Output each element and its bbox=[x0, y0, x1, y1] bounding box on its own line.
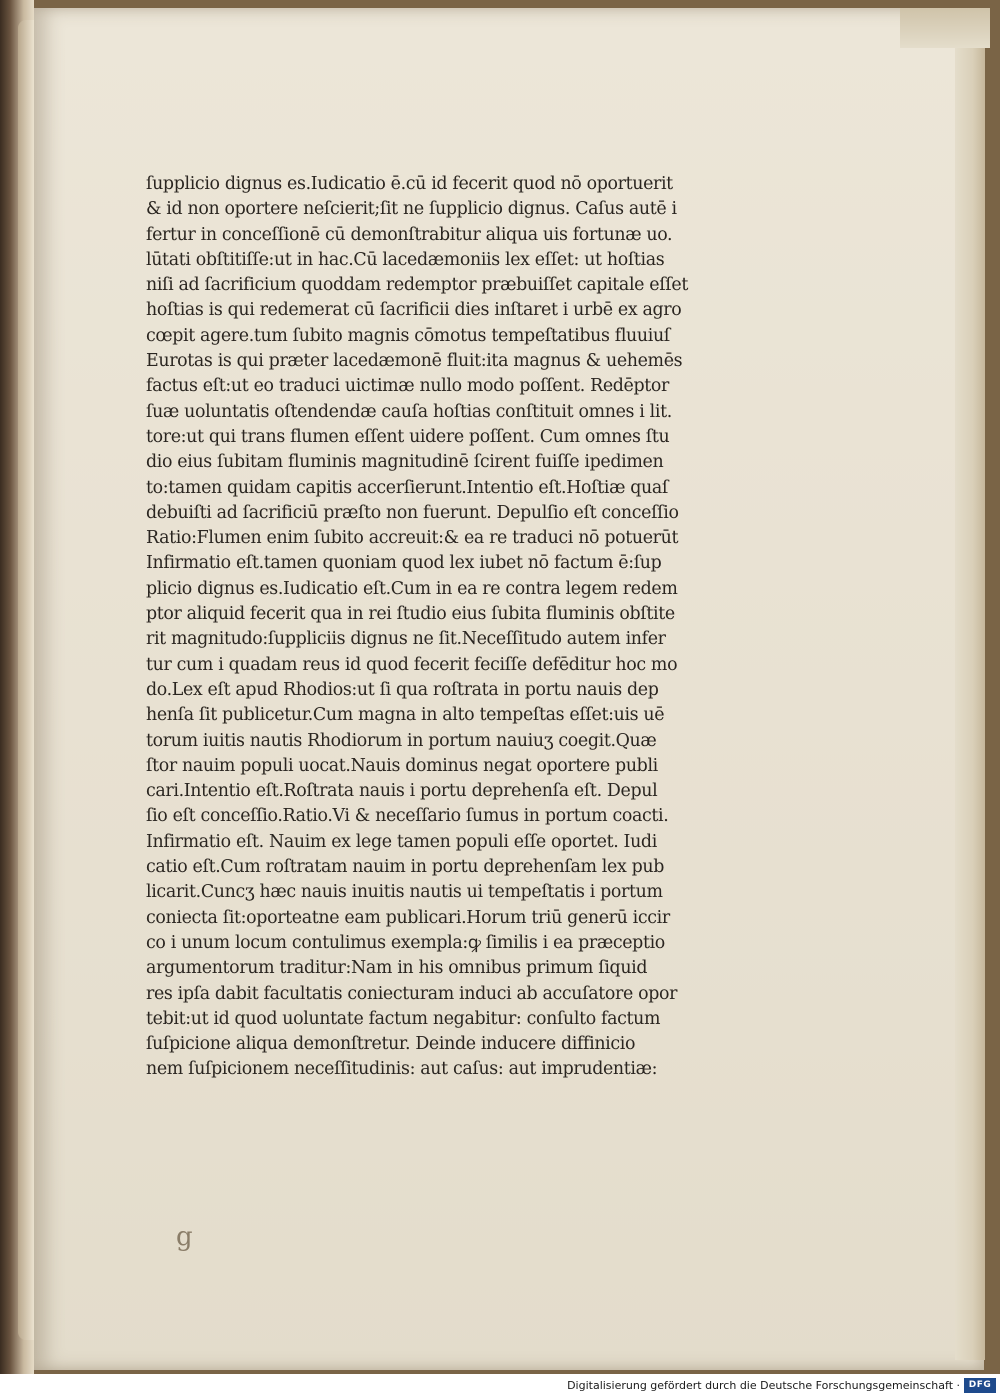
text-line: Infirmatio eſt.tamen quoniam quod lex iubet nō factum ē:ſup bbox=[146, 553, 662, 574]
text-line: tore:ut qui trans flumen eſſent uidere poſſent. Cum omnes ſtu bbox=[146, 426, 670, 447]
text-line: & id non oportere neſcierit;ſit ne ſupplicio dignus. Caſus autē i bbox=[146, 199, 677, 220]
text-line: lūtati obſtitiſſe:ut in hac.Cū lacedæmoniis lex eſſet: ut hoſtias bbox=[146, 249, 665, 270]
text-line: res ipſa dabit facultatis coniecturam induci ab accuſatore opor bbox=[146, 983, 678, 1004]
text-line: torum iuitis nautis Rhodiorum in portum nauiuʒ coegit.Quæ bbox=[146, 730, 657, 751]
text-line: do.Lex eſt apud Rhodios:ut ſi qua roſtrata in portu nauis dep bbox=[146, 679, 659, 700]
page-corner bbox=[900, 8, 990, 48]
text-line: factus eſt:ut eo traduci uictimæ nullo modo poſſent. Redēptor bbox=[146, 376, 670, 397]
text-line: licarit.Cuncʒ hæc nauis inuitis nautis ui tempeſtatis i portum bbox=[146, 882, 663, 903]
text-line: tebit:ut id quod uoluntate factum negabitur: conſulto factum bbox=[146, 1008, 661, 1029]
text-line: coniecta ſit:oporteatne eam publicari.Horum triū generū iccir bbox=[146, 907, 670, 928]
text-line: plicio dignus es.Iudicatio eſt.Cum in ea re contra legem redem bbox=[146, 578, 678, 599]
funding-credit: Digitalisierung gefördert durch die Deutsche Forschungsgemeinschaft · bbox=[567, 1379, 960, 1392]
text-line: hoſtias is qui redemerat cū ſacrificii dies inſtaret i urbē ex agro bbox=[146, 300, 682, 321]
text-line: ſuæ uoluntatis oſtendendæ cauſa hoſtias conſtituit omnes i lit. bbox=[146, 401, 672, 422]
dfg-logo: DFG bbox=[964, 1378, 996, 1393]
text-line: rit magnitudo:ſuppliciis dignus ne ſit.Neceſſitudo autem infer bbox=[146, 629, 666, 650]
text-line: Infirmatio eſt. Nauim ex lege tamen populi eſſe oportet. Iudi bbox=[146, 831, 657, 852]
footer-bar bbox=[0, 1374, 1000, 1398]
text-line: debuiſti ad ſacrificiū præſto non fuerunt. Depulſio eſt conceſſio bbox=[146, 502, 679, 523]
text-line: nem ſuſpicionem neceſſitudinis: aut caſus: aut imprudentiæ: bbox=[146, 1059, 658, 1080]
page-fore-edge bbox=[955, 30, 985, 1360]
previous-page-edge bbox=[18, 20, 34, 1340]
text-line: ptor aliquid fecerit qua in rei ſtudio eius ſubita fluminis obſtite bbox=[146, 604, 675, 625]
text-line: tur cum i quadam reus id quod fecerit feciſſe defēditur hoc mo bbox=[146, 654, 678, 675]
text-line: Eurotas is qui præter lacedæmonē fluit:ita magnus & uehemēs bbox=[146, 351, 683, 372]
text-line: fertur in conceſſionē cū demonſtrabitur aliqua uis fortunæ uo. bbox=[146, 224, 673, 245]
margin-mark: g bbox=[176, 1222, 193, 1252]
text-line: henſa ſit publicetur.Cum magna in alto tempeſtas eſſet:uis uē bbox=[146, 705, 665, 726]
text-line: co i unum locum contulimus exempla:ꝙ ſimilis i ea præceptio bbox=[146, 932, 665, 953]
text-line: ſupplicio dignus es.Iudicatio ē.cū id fecerit quod nō oportuerit bbox=[146, 174, 673, 194]
text-line: cari.Intentio eſt.Roſtrata nauis i portu deprehenſa eſt. Depul bbox=[146, 781, 658, 802]
printed-text-block bbox=[146, 172, 686, 1083]
text-line: ſuſpicione aliqua demonſtretur. Deinde inducere diffinicio bbox=[146, 1034, 636, 1055]
text-line: cœpit agere.tum ſubito magnis cōmotus tempeſtatibus fluuiuſ bbox=[146, 325, 670, 346]
text-line: argumentorum traditur:Nam in his omnibus primum ſiquid bbox=[146, 958, 648, 979]
text-line: Ratio:Flumen enim ſubito accreuit:& ea re traduci nō potuerūt bbox=[146, 528, 679, 549]
text-line: to:tamen quidam capitis accerſierunt.Intentio eſt.Hoſtiæ quaſ bbox=[146, 477, 669, 498]
text-line: dio eius ſubitam fluminis magnitudinē ſcirent fuiſſe ipedimen bbox=[146, 452, 664, 473]
text-line: niſi ad ſacrificium quoddam redemptor præbuiſſet capitale eſſet bbox=[146, 275, 688, 296]
text-line: ſio eſt conceſſio.Ratio.Vi & neceſſario ſumus in portum coacti. bbox=[146, 806, 669, 827]
text-line: catio eſt.Cum roſtratam nauim in portu deprehenſam lex pub bbox=[146, 857, 664, 878]
text-line: ſtor nauim populi uocat.Nauis dominus negat oportere publi bbox=[146, 755, 658, 776]
